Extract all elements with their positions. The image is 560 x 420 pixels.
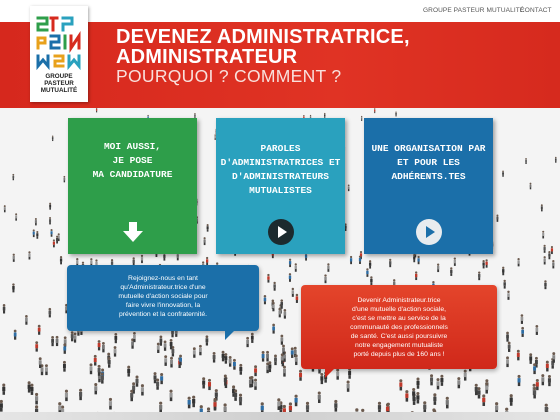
crowd-person (213, 399, 216, 411)
crowd-person (63, 343, 66, 353)
crowd-person (35, 393, 38, 405)
bubble-line: Rejoignez-nous en tant (128, 275, 198, 282)
crowd-person (544, 280, 546, 289)
crowd-person (94, 383, 97, 394)
crowd-person (39, 357, 42, 368)
crowd-person (278, 308, 281, 318)
crowd-person (360, 251, 362, 259)
crowd-person (90, 363, 93, 374)
crowd-person (416, 378, 419, 389)
crowd-person (156, 379, 159, 390)
crowd-person (179, 355, 182, 366)
crowd-person (14, 330, 17, 340)
crowd-person (35, 341, 38, 351)
crowd-person (157, 343, 160, 353)
crowd-person (535, 325, 538, 335)
crowd-person (254, 379, 257, 390)
crowd-person (416, 392, 419, 404)
card-candidature-line: JE POSE (112, 155, 153, 166)
crowd-person (299, 370, 302, 381)
crowd-person (188, 397, 191, 409)
crowd-person (0, 400, 3, 412)
crowd-person (127, 366, 130, 377)
crowd-person (101, 373, 104, 384)
crowd-person (94, 355, 97, 366)
card-organisation-line: ADHÉRENTS.TES (391, 171, 466, 182)
crowd-person (395, 112, 396, 117)
card-paroles-line: D'ADMINISTRATRICES ET (220, 157, 341, 168)
crowd-person (350, 256, 352, 264)
crowd-person (272, 324, 275, 334)
card-paroles-text (220, 142, 341, 198)
crowd-person (295, 395, 298, 407)
crowd-person (464, 370, 467, 381)
crowd-person (135, 376, 138, 387)
crowd-person (361, 116, 362, 121)
crowd-person (502, 170, 504, 176)
crowd-person (254, 365, 257, 376)
bubble-line: qu'Administrateur.trice d'une (120, 284, 206, 291)
crowd-person (109, 398, 112, 410)
crowd-person (521, 327, 524, 337)
crowd-person (508, 342, 511, 352)
crowd-person (208, 379, 211, 390)
crowd-person (334, 400, 337, 412)
crowd-person (53, 239, 55, 247)
card-paroles-line: D'ADMINISTRATEURS (232, 171, 329, 182)
bubble-tail (325, 368, 335, 378)
crowd-person (399, 379, 402, 390)
crowd-person (546, 361, 549, 372)
crowd-person (12, 283, 14, 292)
logo-mark-icon (35, 14, 83, 70)
card-paroles[interactable] (216, 118, 345, 254)
logo-text-line3: MUTUALITÉ (40, 87, 78, 94)
crowd-person (552, 260, 554, 268)
card-organisation-line: UNE ORGANISATION PAR (371, 143, 486, 154)
crowd-person (475, 384, 478, 395)
crowd-person (229, 356, 232, 367)
crowd-person (457, 377, 460, 388)
page-title-line1: DEVENEZ ADMINISTRATRICE, (116, 26, 410, 48)
crowd-person (160, 336, 163, 346)
crowd-person (65, 390, 68, 401)
crowd-person (52, 136, 53, 142)
crowd-person (348, 184, 350, 191)
crowd-person (251, 333, 254, 343)
crowd-person (2, 383, 5, 394)
crowd-person (417, 256, 419, 264)
crowd-person (289, 273, 291, 282)
crowd-person (199, 345, 202, 355)
crowd-person (108, 357, 111, 368)
play-icon[interactable] (267, 218, 295, 246)
crowd-person (36, 231, 38, 239)
crowd-person (336, 369, 339, 380)
crowd-person (51, 229, 53, 237)
info-bubble-blue-text (67, 274, 259, 319)
crowd-person (15, 213, 17, 220)
crowd-person (273, 282, 275, 291)
crowd-person (164, 340, 167, 350)
bubble-line: de santé. C'est aussi poursuivre (350, 333, 448, 340)
crowd-person (170, 357, 173, 368)
bubble-line: prévention et la confraternité. (118, 311, 208, 318)
crowd-person (98, 365, 101, 376)
crowd-person (477, 387, 480, 398)
crowd-person (141, 255, 143, 263)
crowd-person (233, 359, 236, 370)
crowd-person (170, 339, 173, 349)
crowd-person (389, 259, 391, 267)
crowd-person (510, 394, 513, 406)
bubble-line: porté depuis plus de 160 ans ! (353, 351, 445, 358)
info-bubble-blue (67, 265, 259, 331)
crowd-person (133, 332, 136, 342)
crowd-person (79, 389, 82, 400)
logo-text-line2: PASTEUR (44, 80, 74, 87)
crowd-person (430, 374, 433, 385)
crowd-person (102, 342, 105, 352)
card-candidature[interactable] (68, 118, 197, 254)
crowd-person (141, 384, 144, 395)
footer-strip (0, 412, 560, 420)
crowd-person (74, 332, 77, 342)
crowd-person (164, 355, 167, 366)
crowd-person (13, 254, 15, 262)
logo-text-line1: GROUPE (45, 73, 73, 80)
crowd-person (374, 108, 375, 113)
crowd-person (482, 260, 484, 268)
info-bubble-red-text (301, 296, 497, 359)
bubble-line: c'est se mettre au service de la (352, 315, 446, 322)
crowd-person (49, 308, 52, 318)
crowd-person (295, 263, 297, 272)
crowd-person (544, 245, 546, 253)
card-paroles-line: MUTUALISTES (249, 185, 312, 196)
crowd-person (296, 294, 299, 303)
crowd-person (222, 351, 225, 362)
bubble-line: communauté des professionnels (350, 324, 448, 331)
crowd-person (529, 353, 532, 364)
card-organisation-text (368, 142, 489, 184)
crowd-person (324, 274, 326, 283)
crowd-person (130, 390, 133, 401)
arrow-down-icon[interactable] (119, 218, 147, 246)
crowd-person (347, 381, 350, 392)
crowd-person (33, 229, 35, 237)
crowd-person (507, 291, 509, 300)
page-title-line2: ADMINISTRATEUR (116, 46, 298, 68)
play-icon[interactable] (415, 218, 443, 246)
crowd-person (192, 396, 195, 408)
card-organisation[interactable] (364, 118, 493, 254)
crowd-person (45, 364, 48, 375)
crowd-person (535, 357, 538, 368)
bubble-line: faire vivre l'innovation, la (125, 302, 201, 309)
crowd-person (502, 267, 504, 276)
crowd-person (268, 361, 271, 372)
crowd-person (274, 354, 277, 365)
crowd-person (544, 256, 546, 264)
crowd-person (49, 217, 51, 224)
crowd-person (28, 381, 31, 392)
crowd-person (359, 256, 361, 264)
crowd-person (541, 204, 543, 211)
crowd-person (239, 364, 242, 375)
crowd-person (280, 299, 283, 308)
crowd-person (541, 374, 544, 385)
crowd-person (289, 259, 291, 267)
crowd-person (485, 382, 488, 393)
logo[interactable] (30, 6, 88, 102)
crowd-person (239, 394, 242, 406)
card-candidature-line: MOI AUSSI, (103, 141, 161, 152)
crowd-person (267, 274, 269, 283)
crowd-person (450, 267, 452, 276)
crowd-person (433, 393, 436, 405)
crowd-person (114, 346, 117, 356)
bubble-line: notre engagement mutualiste (354, 342, 444, 349)
crowd-person (262, 351, 265, 362)
crowd-person (49, 203, 51, 210)
crowd-person (555, 157, 557, 163)
crowd-person (485, 259, 487, 267)
crowd-person (536, 379, 539, 390)
nav-link-contact[interactable]: CONTACT (520, 7, 552, 14)
crowd-person (521, 314, 524, 324)
crowd-person (234, 389, 237, 400)
crowd-person (518, 375, 521, 386)
crowd-person (193, 347, 196, 357)
crowd-person (206, 257, 208, 265)
crowd-person (56, 336, 59, 346)
crowd-person (366, 268, 368, 277)
crowd-person (283, 366, 286, 377)
crowd-person (413, 254, 415, 262)
crowd-person (169, 390, 172, 401)
crowd-person (506, 332, 509, 342)
crowd-person (3, 304, 6, 313)
crowd-person (369, 260, 371, 268)
crowd-person (284, 309, 287, 319)
crowd-person (440, 375, 443, 386)
crowd-person (71, 331, 74, 341)
bubble-line: mutuelle d'action sociale pour (118, 293, 208, 300)
crowd-person (370, 276, 372, 285)
crowd-person (533, 387, 536, 398)
crowd-person (272, 302, 275, 311)
card-candidature-text (72, 140, 193, 182)
crowd-person (224, 353, 227, 364)
crowd-person (454, 258, 456, 266)
crowd-person (405, 390, 408, 401)
crowd-person (160, 373, 163, 384)
crowd-person (25, 315, 28, 325)
crowd-person (291, 347, 294, 357)
crowd-person (30, 384, 33, 395)
bubble-line: Devenir Administrateur.trice (357, 297, 441, 304)
crowd-person (246, 337, 249, 347)
crowd-person (530, 183, 532, 190)
crowd-person (517, 258, 519, 266)
crowd-person (277, 398, 280, 410)
crowd-person (206, 335, 209, 345)
crowd-person (213, 352, 216, 363)
crowd-person (548, 251, 550, 259)
crowd-person (320, 373, 323, 384)
info-bubble-red (301, 285, 497, 369)
crowd-person (437, 264, 439, 273)
crowd-person (264, 295, 267, 304)
crowd-person (63, 361, 66, 372)
crowd-person (482, 394, 485, 406)
crowd-person (503, 280, 505, 289)
crowd-person (517, 350, 520, 361)
crowd-person (96, 108, 97, 112)
crowd-person (525, 158, 527, 164)
crowd-person (436, 378, 439, 389)
crowd-person (327, 263, 329, 272)
crowd-person (292, 288, 294, 297)
card-candidature-line: MA CANDIDATURE (92, 169, 173, 180)
card-organisation-line: ET POUR LES (397, 157, 460, 168)
crowd-person (348, 368, 351, 379)
bubble-line: d'une mutuelle d'action sociale, (351, 306, 447, 313)
crowd-person (98, 340, 101, 350)
crowd-person (446, 397, 449, 409)
crowd-person (56, 236, 58, 244)
crowd-person (114, 333, 117, 343)
crowd-person (38, 325, 41, 335)
crowd-person (12, 174, 14, 180)
crowd-person (506, 356, 509, 367)
crowd-person (154, 372, 157, 383)
crowd-person (202, 377, 205, 388)
crowd-person (415, 271, 417, 280)
crowd-person (318, 391, 321, 403)
crowd-person (224, 375, 227, 386)
crowd-person (207, 224, 209, 232)
crowd-person (51, 336, 54, 346)
crowd-person (280, 335, 283, 345)
crowd-person (542, 231, 544, 239)
crowd-person (533, 363, 536, 374)
crowd-person (266, 351, 269, 362)
crowd-person (295, 354, 298, 365)
crowd-person (35, 218, 37, 225)
crowd-person (28, 251, 30, 259)
card-paroles-line: PAROLES (260, 143, 301, 154)
crowd-person (249, 376, 252, 387)
nav-link-groupe-pasteur-mutualite[interactable]: GROUPE PASTEUR MUTUALITÉ (423, 7, 525, 14)
crowd-person (4, 205, 6, 212)
crowd-person (204, 237, 206, 245)
crowd-person (412, 388, 415, 399)
crowd-person (551, 246, 553, 254)
crowd-person (60, 256, 62, 264)
crowd-person (548, 375, 551, 386)
crowd-person (496, 214, 498, 221)
crowd-person (281, 353, 284, 364)
crowd-person (552, 352, 555, 363)
crowd-person (63, 176, 65, 182)
page-subtitle: POURQUOI ? COMMENT ? (116, 66, 342, 86)
crowd-person (478, 271, 480, 280)
bubble-tail (225, 330, 235, 340)
